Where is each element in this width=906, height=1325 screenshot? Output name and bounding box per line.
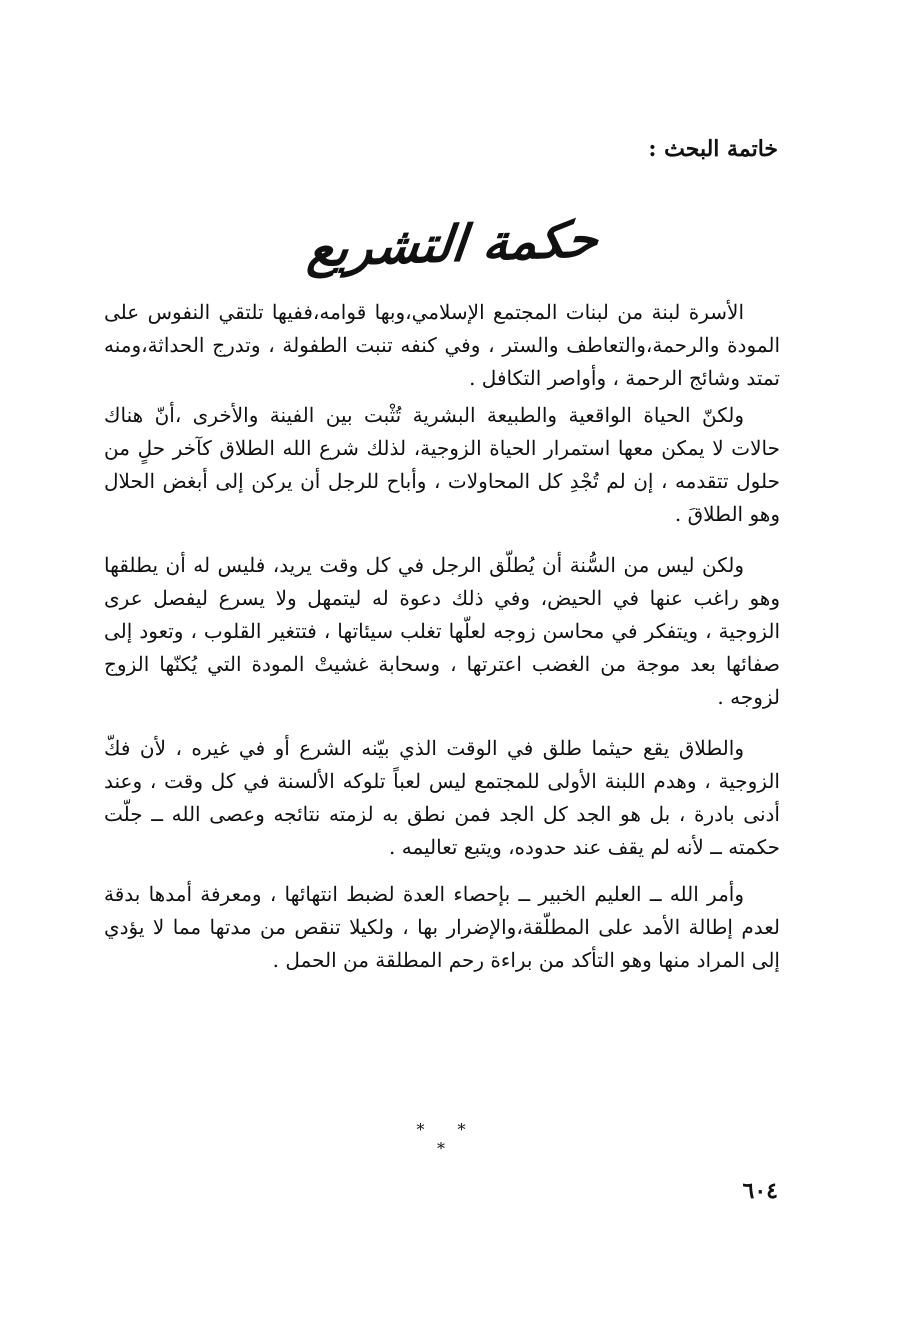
section-separator: * * *	[416, 1120, 480, 1158]
section-heading: خاتمة البحث :	[648, 136, 778, 162]
body-text	[104, 296, 780, 977]
paragraph-2: ولكنّ الحياة الواقعية والطبيعة البشرية تُثْبت بين الفينة والأخرى ،أنّ هناك حالات لا يمكن معها استمرار الحياة الزوجية، لذلك شرع الله الطلاق كآخر حلٍ من حلول تتقدمه ، إن لم تُجْدِ كل المحاولات ، وأباح للرجل أن يركن إلى أبغض الحلال وهو الطلاقَ .	[104, 403, 780, 526]
page-number: ٦٠٤	[742, 1178, 778, 1204]
paragraph-1: الأسرة لبنة من لبنات المجتمع الإسلامي،وبها قوامه،ففيها تلتقي النفوس على المودة والرحمة،والتعاطف والستر ، وفي كنفه تنبت الطفولة ، وتدرج الحداثة،ومنه تمتد وشائج الرحمة ، وأواصر التكافل .	[104, 300, 780, 390]
paragraph-3: ولكن ليس من السُّنة أن يُطلّق الرجل في كل وقت يريد، فليس له أن يطلقها وهو راغب عنها في الحيض، وفي ذلك دعوة له ليتمهل ولا يسرع ليفصل عرى الزوجية ، ويتفكر في محاسن زوجه لعلّها تغلب سيئاتها ، فتتغير القلوب ، وتعود إلى صفائها بعد موجة من الغضب اعترتها ، وسحابة غشيتْ المودة التي يُكنّها الزوج لزوجه .	[104, 553, 780, 709]
paragraph-4: والطلاق يقع حيثما طلق في الوقت الذي بيّنه الشرع أو في غيره ، لأن فكّ الزوجية ، وهدم اللبنة الأولى للمجتمع ليس لعباً تلوكه الألسنة في كل وقت ، وعند أدنى بادرة ، بل هو الجد كل الجد فمن نطق به لزمته نتائجه وعصى الله ــ جلّت حكمته ــ لأنه لم يقف عند حدوده، ويتبع تعاليمه .	[104, 736, 780, 859]
paragraph-5: وأمر الله ــ العليم الخبير ــ بإحصاء العدة لضبط انتهائها ، ومعرفة أمدها بدقة لعدم إطالة الأمد على المطلّقة،والإضرار بها ، ولكيلا تنقص من مدتها مما لا يؤدي إلى المراد منها وهو التأكد من براءة رحم المطلقة من الحمل .	[104, 882, 780, 972]
calligraphic-title: حكمة التشريع	[305, 208, 602, 279]
